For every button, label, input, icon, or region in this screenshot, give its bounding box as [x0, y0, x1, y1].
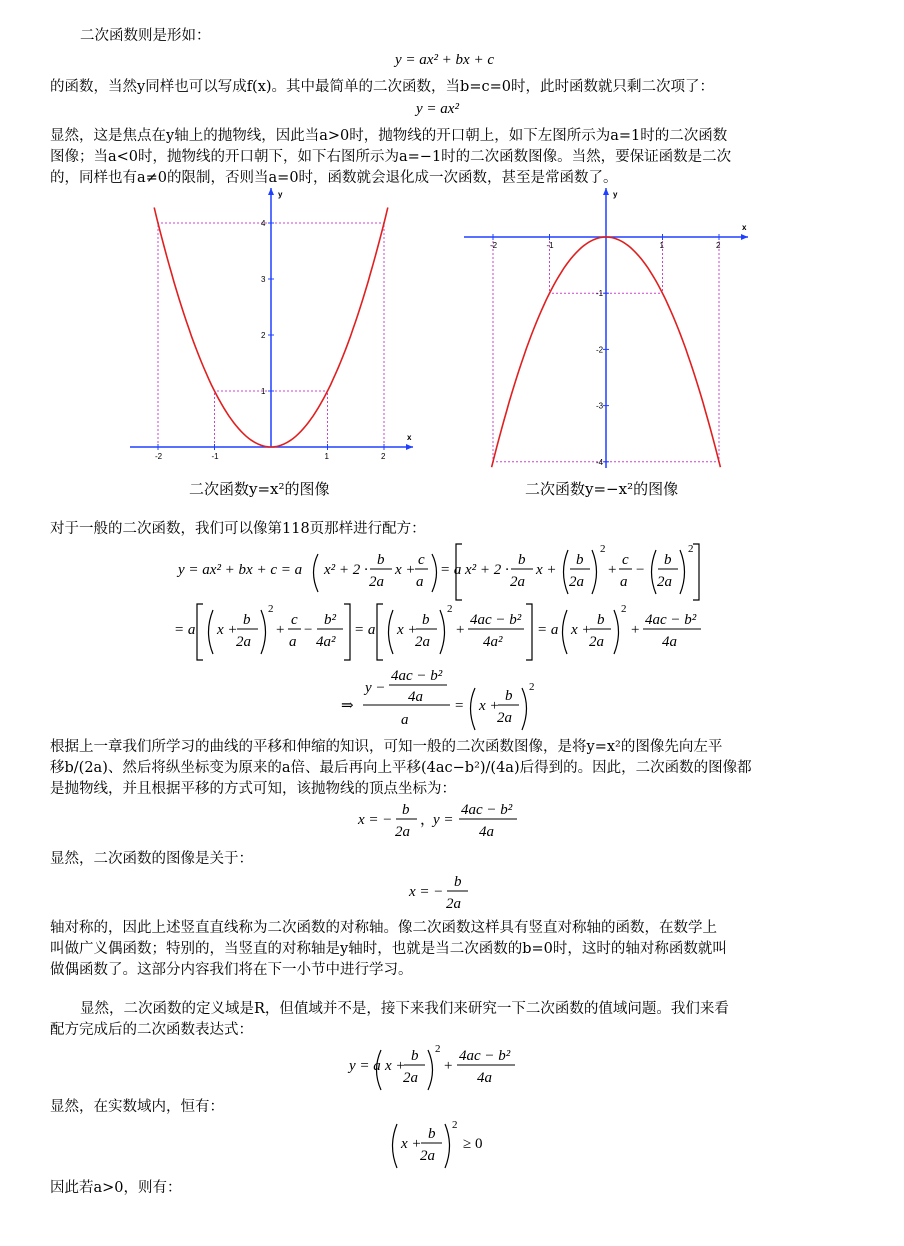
left-y-tick-label: 1 — [261, 387, 266, 396]
svg-text:2: 2 — [621, 603, 627, 615]
svg-text:2: 2 — [268, 603, 274, 615]
svg-text:4a: 4a — [662, 634, 677, 650]
svg-text:4a: 4a — [408, 689, 423, 705]
svg-text:= a: = a — [537, 622, 559, 638]
caption-left-graph: 二次函数y=x²的图像 — [189, 480, 330, 498]
svg-text:2a: 2a — [395, 824, 410, 840]
left-x-axis-arrow — [406, 444, 413, 450]
left-x-tick-label: 1 — [324, 452, 329, 461]
svg-text:= a: = a — [354, 622, 376, 638]
svg-text:b: b — [422, 612, 430, 628]
svg-text:= a: = a — [174, 622, 196, 638]
svg-text:b: b — [518, 552, 526, 568]
svg-text:2a: 2a — [569, 574, 584, 590]
svg-text:c: c — [622, 552, 629, 568]
text-line-11: 轴对称的，因此上述竖直直线称为二次函数的对称轴。像二次函数这样具有竖直对称轴的函数，在数学上 — [50, 920, 717, 936]
svg-text:−: − — [304, 622, 313, 638]
svg-text:b: b — [402, 802, 410, 818]
left-y-tick-label: 2 — [261, 331, 266, 340]
svg-text:b: b — [664, 552, 672, 568]
text-line-6: 对于一般的二次函数，我们可以像第118页那样进行配方： — [50, 521, 426, 537]
svg-text:x +: x + — [536, 562, 557, 578]
svg-text:y −: y − — [365, 680, 386, 696]
right-y-tick-label: -4 — [596, 457, 604, 467]
svg-text:c: c — [291, 612, 298, 628]
svg-text:4ac − b²: 4ac − b² — [391, 668, 443, 684]
text-line-1: 二次函数则是形如： — [80, 28, 211, 44]
right-y-tick-label: -3 — [596, 401, 604, 411]
svg-text:y =: y = — [433, 812, 454, 828]
svg-text:b: b — [597, 612, 605, 628]
svg-text:x +: x + — [385, 1058, 406, 1074]
text-line-15: 配方完成后的二次函数表达式： — [50, 1022, 253, 1038]
svg-text:4a²: 4a² — [316, 634, 336, 650]
svg-text:4ac − b²: 4ac − b² — [645, 612, 697, 628]
svg-text:a: a — [289, 634, 297, 650]
text-line-13: 做偶函数了。这部分内容我们将在下一小节中进行学习。 — [50, 962, 413, 978]
text-line-3: 显然，这是焦点在y轴上的抛物线，因此当a>0时，抛物线的开口朝上，如下左图所示为a=1时的二次函数 — [50, 128, 728, 144]
text-line-14: 显然，二次函数的定义域是R，但值域并不是，接下来我们来研究一下二次函数的值域问题。我们来看 — [80, 1001, 729, 1017]
svg-text:2a: 2a — [403, 1070, 418, 1086]
svg-text:2a: 2a — [589, 634, 604, 650]
svg-text:b: b — [428, 1126, 436, 1142]
svg-text:x = −: x = − — [358, 812, 393, 828]
text-line-5: 的，同样也有a≠0的限制，否则当a=0时，函数就会退化成一次函数，甚至是常函数了。 — [50, 170, 618, 186]
formula-vertex-coordinates — [0, 800, 904, 850]
right-x-tick-label: -2 — [490, 241, 498, 250]
svg-text:2a: 2a — [369, 574, 384, 590]
caption-right-graph: 二次函数y=−x²的图像 — [525, 480, 679, 498]
svg-text:4ac − b²: 4ac − b² — [459, 1048, 511, 1064]
svg-text:b: b — [454, 874, 462, 890]
left-x-axis-label: x — [407, 433, 412, 442]
geq-zero: ≥ 0 — [463, 1136, 483, 1152]
left-x-tick-label: 2 — [381, 452, 386, 461]
text-line-2: 的函数，当然y同样也可以写成f(x)。其中最简单的二次函数，当b=c=0时，此时函数就只剩二次项了： — [50, 79, 714, 95]
text-line-17: 因此若a>0，则有： — [50, 1180, 182, 1196]
svg-text:a: a — [620, 574, 628, 590]
svg-text:x = −: x = − — [409, 884, 444, 900]
right-y-axis-arrow — [603, 188, 609, 195]
svg-text:2a: 2a — [657, 574, 672, 590]
svg-text:y = ax² + bx + c = a: y = ax² + bx + c = a — [178, 562, 303, 578]
svg-text:+: + — [444, 1058, 453, 1074]
right-x-tick-label: -1 — [546, 241, 554, 250]
left-x-tick-label: -2 — [155, 452, 163, 461]
left-y-axis-label: y — [278, 190, 283, 199]
svg-text:+: + — [631, 622, 640, 638]
svg-text:x² + 2 ·: x² + 2 · — [324, 562, 368, 578]
text-line-12: 叫做广义偶函数；特别的，当竖直的对称轴是y轴时，也就是当二次函数的b=0时，这时的轴对称函数就叫 — [50, 941, 727, 957]
svg-text:x +: x + — [571, 622, 592, 638]
text-line-4: 图像；当a<0时，抛物线的开口朝下，如下右图所示为a=−1时的二次函数图像。当然，要保证函数是二次 — [50, 149, 732, 165]
formula-simple-quadratic: y = ax² — [416, 101, 459, 117]
text-line-16: 显然，在实数域内，恒有： — [50, 1099, 224, 1115]
svg-text:2a: 2a — [420, 1148, 435, 1164]
text-line-8: 移b/(2a)、然后将纵坐标变为原来的a倍、最后再向上平移(4ac−b²)/(4a)后得到的。因此，二次函数的图像都 — [50, 760, 752, 776]
svg-text:=: = — [455, 698, 464, 714]
left-x-tick-label: -1 — [211, 452, 219, 461]
formula-square-nonnegative — [0, 1118, 904, 1174]
svg-text:2a: 2a — [236, 634, 251, 650]
svg-text:b: b — [411, 1048, 419, 1064]
implies-symbol: ⇒ — [341, 698, 354, 714]
svg-text:4a²: 4a² — [483, 634, 503, 650]
svg-text:2: 2 — [447, 603, 453, 615]
svg-text:c: c — [418, 552, 425, 568]
formula-general-quadratic: y = ax² + bx + c — [395, 52, 494, 68]
svg-text:2: 2 — [529, 681, 535, 693]
svg-text:2: 2 — [452, 1119, 458, 1131]
svg-text:2a: 2a — [497, 710, 512, 726]
svg-text:4a: 4a — [479, 824, 494, 840]
svg-text:x² + 2 ·: x² + 2 · — [465, 562, 509, 578]
comma-separator: ， — [420, 812, 436, 828]
svg-text:b: b — [505, 688, 513, 704]
svg-text:+: + — [456, 622, 465, 638]
svg-text:2: 2 — [435, 1043, 441, 1055]
formula-vertex-form — [0, 660, 904, 730]
svg-text:= a: = a — [440, 562, 462, 578]
svg-text:4ac − b²: 4ac − b² — [461, 802, 513, 818]
svg-text:4a: 4a — [477, 1070, 492, 1086]
svg-text:+: + — [276, 622, 285, 638]
svg-text:x +: x + — [395, 562, 416, 578]
left-y-tick-label: 4 — [261, 219, 266, 228]
text-line-7: 根据上一章我们所学习的曲线的平移和伸缩的知识，可知一般的二次函数图像，是将y=x²的图像先向左平 — [50, 739, 723, 755]
svg-text:x +: x + — [479, 698, 500, 714]
left-parabola-curve — [154, 208, 388, 448]
svg-text:x +: x + — [397, 622, 418, 638]
svg-text:2a: 2a — [446, 896, 461, 912]
svg-text:b: b — [377, 552, 385, 568]
svg-text:+: + — [608, 562, 617, 578]
right-x-tick-label: 2 — [716, 241, 721, 250]
svg-text:−: − — [636, 562, 645, 578]
left-y-tick-label: 3 — [261, 275, 266, 284]
svg-text:a: a — [401, 712, 409, 728]
right-parabola-curve — [492, 237, 721, 467]
left-y-axis-arrow — [268, 188, 274, 195]
formula-axis-of-symmetry — [0, 870, 904, 920]
svg-text:b²: b² — [324, 612, 336, 628]
text-line-9: 是抛物线，并且根据平移的方式可知，该抛物线的顶点坐标为： — [50, 781, 456, 797]
right-x-tick-label: 1 — [659, 241, 664, 250]
svg-text:2a: 2a — [415, 634, 430, 650]
svg-text:x +: x + — [401, 1136, 422, 1152]
svg-text:4ac − b²: 4ac − b² — [470, 612, 522, 628]
svg-text:2: 2 — [688, 543, 694, 555]
right-y-tick-label: -2 — [596, 345, 604, 355]
svg-text:y = a: y = a — [349, 1058, 381, 1074]
svg-text:x +: x + — [217, 622, 238, 638]
svg-text:b: b — [243, 612, 251, 628]
right-y-tick-label: -1 — [596, 289, 604, 299]
right-x-axis-arrow — [741, 234, 748, 240]
right-x-axis-label: x — [742, 223, 747, 232]
svg-text:2a: 2a — [510, 574, 525, 590]
text-line-10: 显然，二次函数的图像是关于： — [50, 851, 253, 867]
svg-text:b: b — [576, 552, 584, 568]
right-y-axis-label: y — [613, 190, 618, 199]
svg-text:2: 2 — [600, 543, 606, 555]
svg-text:a: a — [416, 574, 424, 590]
formula-completed-form — [0, 1040, 904, 1096]
